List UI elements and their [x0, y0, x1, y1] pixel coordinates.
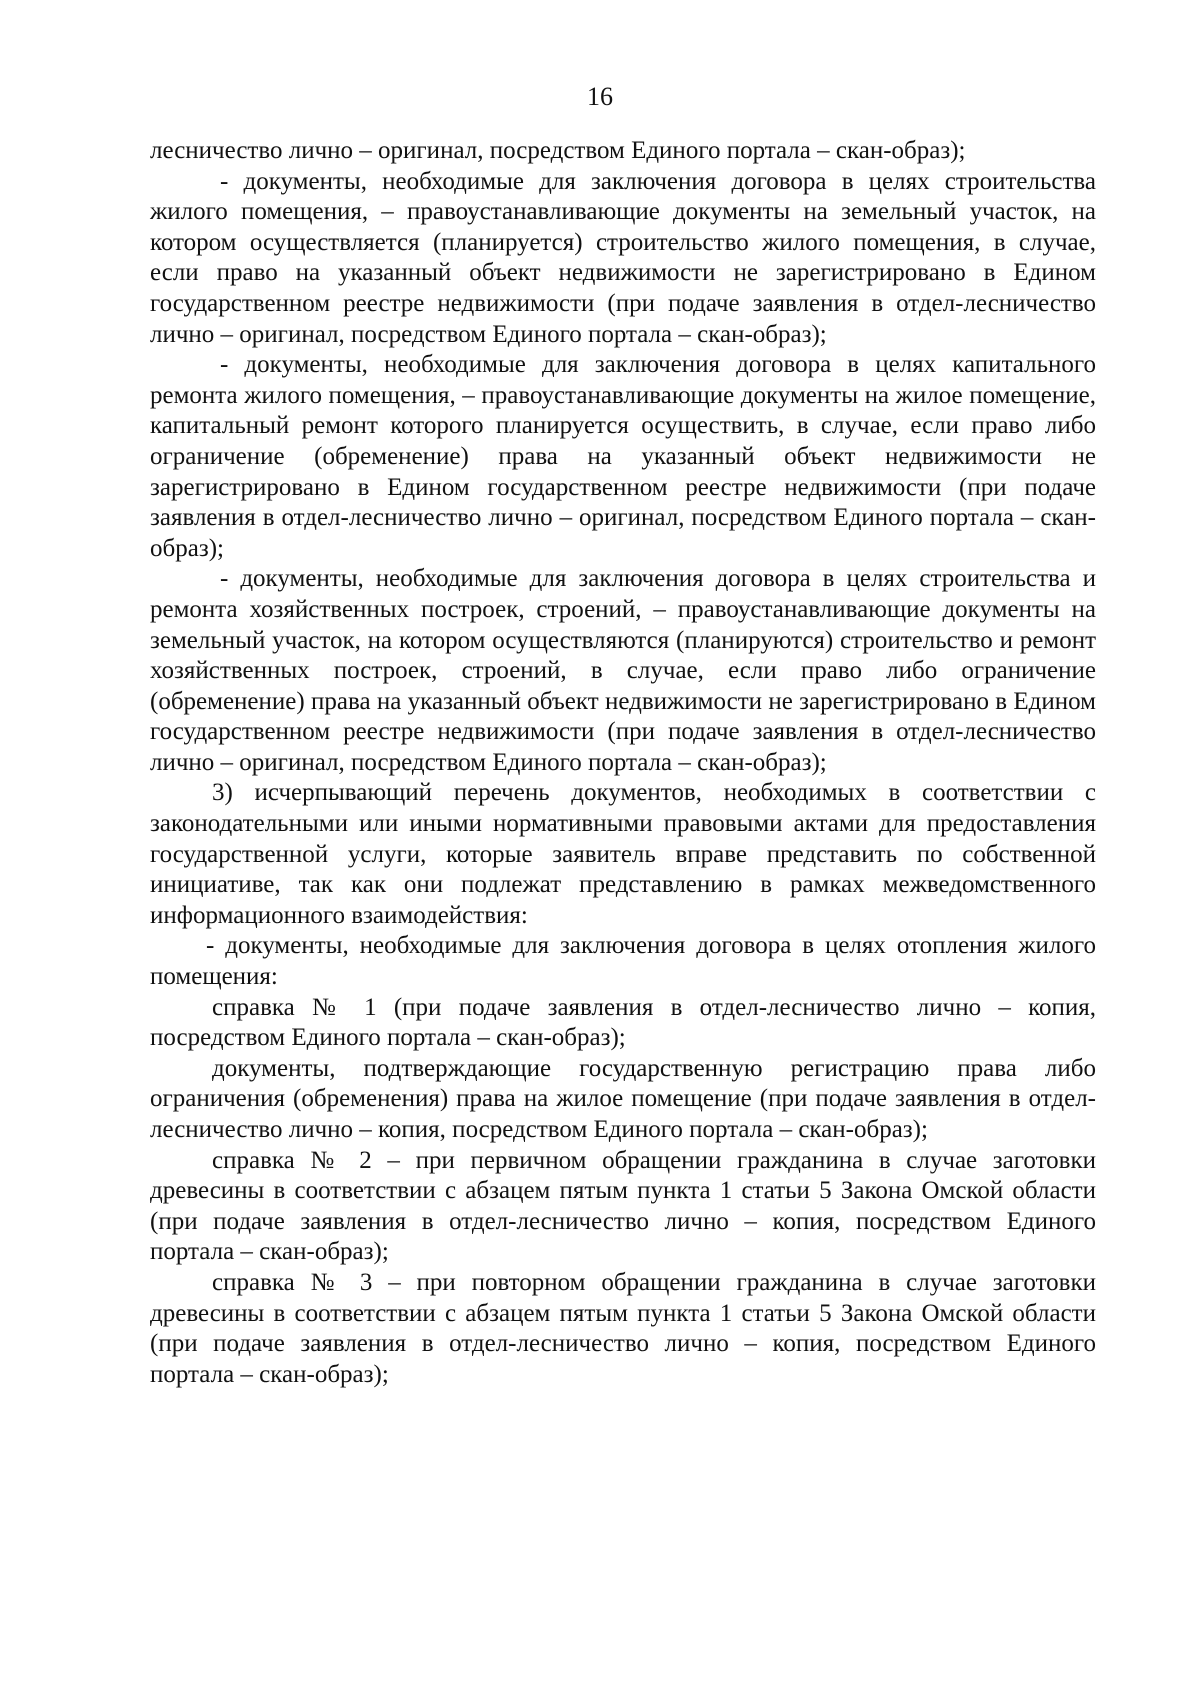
paragraph-heating: - документы, необходимые для заключения договора в целях отопления жилого помещения: — [150, 932, 1096, 991]
document-body — [150, 136, 1096, 1390]
paragraph-outbuildings: - документы, необходимые для заключения договора в целях строительства и ремонта хозяйственных построек, строений, – правоустанавливающие документы на земельный участок, на котором осуществляются (планируются) строительство и ремонт хозяйственных построек, строений, в случае, если право либо ограничение (обременение) права на указанный объект недвижимости не зарегистрировано в Едином государственном реестре недвижимости (при подаче заявления в отдел-лесничество лично – оригинал, посредством Единого портала – скан-образ); — [150, 565, 1096, 776]
paragraph-item-3: 3) исчерпывающий перечень документов, необходимых в соответствии с законодательными или иными нормативными правовыми актами для предоставления государственной услуги, которые заявитель вправе представить по собственной инициативе, так как они подлежат представлению в рамках межведомственного информационного взаимодействия: — [150, 779, 1096, 929]
page-number: 16 — [587, 82, 613, 111]
paragraph-registration-documents: документы, подтверждающие государственную регистрацию права либо ограничения (обременения) права на жилое помещение (при подаче заявления в отдел-лесничество лично – копия, посредством Единого портала – скан-образ); — [150, 1054, 1096, 1143]
paragraph-capital-repair: - документы, необходимые для заключения договора в целях капитального ремонта жилого помещения, – правоустанавливающие документы на жилое помещение, капитальный ремонт которого планируется осуществить, в случае, если право либо ограничение (обременение) права на указанный объект недвижимости не зарегистрировано в Едином государственном реестре недвижимости (при подаче заявления в отдел-лесничество лично – оригинал, посредством Единого портала – скан-образ); — [150, 351, 1096, 562]
paragraph-continuation: лесничество лично – оригинал, посредством Единого портала – скан-образ); — [150, 137, 966, 164]
paragraph-certificate-2: справка № 2 – при первичном обращении гражданина в случае заготовки древесины в соответствии с абзацем пятым пункта 1 статьи 5 Закона Омской области (при подаче заявления в отдел-лесничество лично – копия, посредством Единого портала – скан-образ); — [150, 1146, 1096, 1266]
paragraph-certificate-1: справка № 1 (при подаче заявления в отдел-лесничество лично – копия, посредством Единого портала – скан-образ); — [150, 993, 1096, 1052]
paragraph-certificate-3: справка № 3 – при повторном обращении гражданина в случае заготовки древесины в соответствии с абзацем пятым пункта 1 статьи 5 Закона Омской области (при подаче заявления в отдел-лесничество лично – копия, посредством Единого портала – скан-образ); — [150, 1268, 1096, 1388]
paragraph-housing-construction: - документы, необходимые для заключения договора в целях строительства жилого помещения, – правоустанавливающие документы на земельный участок, на котором осуществляется (планируется) строительство жилого помещения, в случае, если право на указанный объект недвижимости не зарегистрировано в Едином государственном реестре недвижимости (при подаче заявления в отдел-лесничество лично – оригинал, посредством Единого портала – скан-образ); — [150, 167, 1096, 348]
